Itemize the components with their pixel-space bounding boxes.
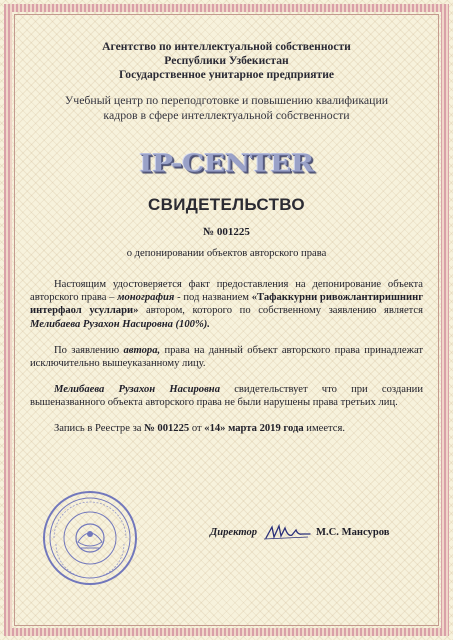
center-line-2: кадров в сфере интеллектуальной собственности [103,108,350,122]
reg-text-c: имеется. [303,422,346,434]
agency-header [30,40,423,82]
reg-date: «14» марта 2019 года [204,422,304,434]
signature-block [200,521,420,543]
p1-text-b: - под названием [174,292,252,304]
signature-title: Директор [210,527,258,538]
p1-work-title: «Тафаккурни ривожлантиришнинг интерфаол усуллари» [30,292,424,317]
reg-text-a: Запись в Реестре за [54,422,145,434]
p1-text-c: автором, которого по собственному заявлению является [138,305,423,317]
p2-text-b: права на данный объект авторского права принадлежат исключительно вышеуказанному лицу. [30,344,423,370]
ip-center-logo: IP-CENTER [139,149,314,178]
document-title: СВИДЕТЕЛЬСТВО [148,195,305,214]
paragraph-deposit [30,278,423,331]
registry-record [30,423,423,434]
training-center-title [30,93,423,123]
p1-work-type: монография [117,292,175,304]
reg-number: № 001225 [144,422,190,434]
p2-author: автора, [123,344,161,356]
p2-text-a: По заявлению [54,344,124,356]
reg-text-b: от [189,422,205,434]
handwritten-signature-icon [262,521,312,543]
p1-author: Мелибаева Рузахон Насировна (100%). [30,318,210,330]
paragraph-attestation [30,383,423,409]
p3-author: Мелибаева Рузахон Насировна [54,384,220,396]
certificate-content [30,40,423,434]
document-subject: о депонировании объектов авторского права [126,248,327,259]
logo-container [30,149,423,179]
official-seal-icon [40,488,140,588]
document-number: № 001225 [203,226,250,238]
paragraph-rights [30,344,423,370]
p1-text-a: Настоящим удостоверяется факт предоставления на депонирование объекта авторского права – [30,279,423,304]
center-line-1: Учебный центр по переподготовке и повышению квалификации [64,93,389,107]
p3-text-b: свидетельствует что при создании вышеназванного объекта авторского права не были нарушены права третьих лиц. [30,384,424,409]
agency-line-1: Агентство по интеллектуальной собственности [102,40,351,53]
agency-line-3: Государственное унитарное предприятие [118,68,335,81]
director-name: М.С. Мансуров [316,527,390,538]
agency-line-2: Республики Узбекистан [164,54,289,67]
